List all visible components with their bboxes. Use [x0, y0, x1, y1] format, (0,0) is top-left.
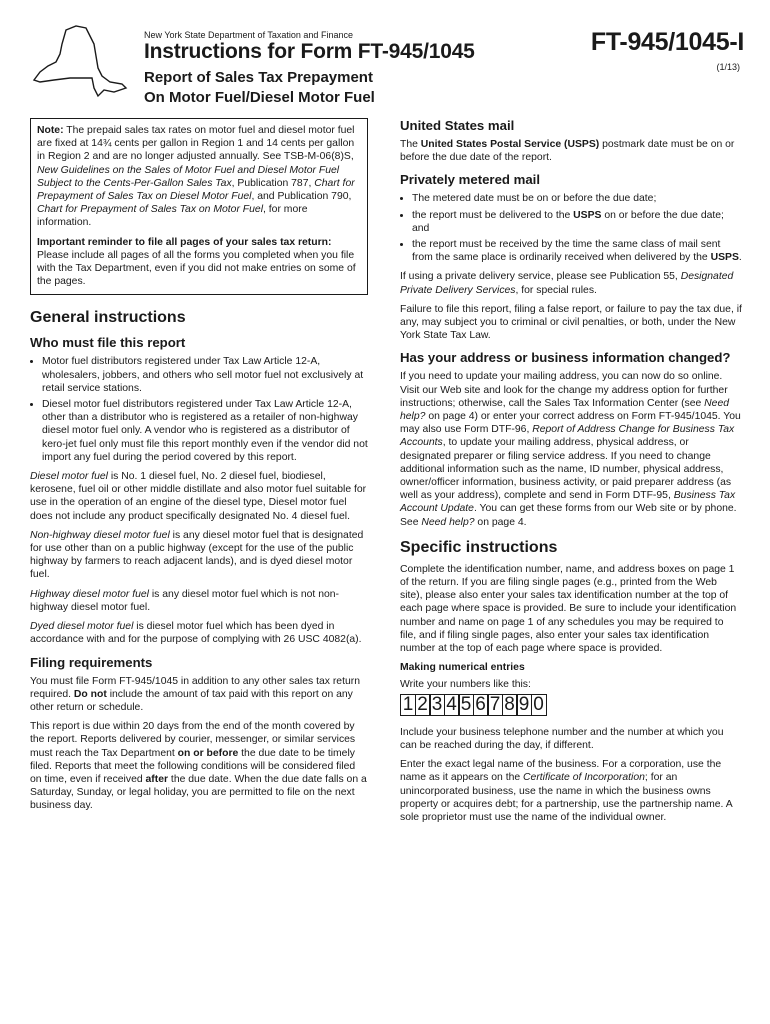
filing-emphasis: Do not [73, 688, 107, 700]
digit-box: 0 [531, 694, 547, 716]
note-paragraph [37, 124, 361, 230]
definition-diesel [30, 470, 368, 523]
private-delivery-paragraph [400, 270, 742, 296]
definition-highway [30, 588, 368, 614]
right-column [400, 118, 742, 830]
new-york-state-outline-icon [30, 22, 130, 102]
note-text: , and Publication 790, [251, 191, 352, 203]
list-item [412, 209, 742, 235]
need-help-ref: Need help? [421, 516, 475, 528]
us-mail-text: The [400, 139, 421, 150]
note-text: The prepaid sales tax rates on motor fuel and diesel motor fuel are fixed at 14¾ cents per gallon in Region 1 and 14 cents per gallon in Region 2 and are no longer adjusted annually. See TSB-M-06(8)S, [37, 125, 355, 163]
us-mail-heading: United States mail [400, 118, 515, 133]
definition-text: is any diesel motor fuel that is designated for use other than on a public highway (except for the use of the public highway by farmers to reach adjacent lands), and is dyed diesel motor fuel. [30, 529, 364, 581]
digit-box: 8 [502, 694, 518, 716]
revision-date: (1/13) [716, 62, 740, 72]
who-must-file-heading: Who must file this report [30, 335, 186, 351]
note-box [30, 118, 368, 295]
definition-non-highway [30, 529, 368, 582]
list-item: • Diesel motor fuel distributors registered under Tax Law Article 12-A, other than a distributor who is registered as a retailer of non-highway diesel motor fuel only. A vendor who is registered as a distributor of kero-jet fuel only must file this report monthly even if the vendor did not import any fuel during the period covered by this report. [42, 398, 368, 464]
page-subtitle [144, 68, 375, 108]
note-text: , Publication 787, [231, 177, 315, 189]
filing-emphasis: on or before [177, 747, 239, 759]
specific-instructions-heading: Specific instructions [400, 538, 558, 556]
filing-requirements-heading: Filing requirements [30, 654, 153, 670]
us-mail-text: postmark date must be on or before the due date of the report. [400, 139, 735, 164]
who-must-file-list [30, 355, 368, 464]
private-text: If using a private delivery service, please see Publication 55, [400, 271, 681, 283]
digit-box: 2 [415, 694, 431, 716]
usps-emphasis: USPS [710, 252, 739, 264]
usps-emphasis: United States Postal Service (USPS) [420, 139, 600, 150]
filing-text: This report is due within 20 days from the end of the month covered by the report. Reports delivered by courier, messenger, or similar services must reach the Tax Department [30, 721, 356, 759]
list-text: the report must be delivered to the [412, 209, 574, 221]
digit-box: 7 [487, 694, 503, 716]
subtitle-line-1: Report of Sales Tax Prepayment [144, 69, 373, 86]
note-ref-pub790: Chart for Prepayment of Sales Tax on Motor Fuel [37, 204, 264, 216]
digit-box: 3 [429, 694, 445, 716]
reminder-text: Please include all pages of all the forms you completed when you file with the Tax Department, even if you did not make entries on some of the pages. [37, 249, 356, 288]
definition-dyed [30, 620, 368, 646]
definition-text: is diesel motor fuel which has been dyed in accordance with and for the purpose of complying with 26 USC 4082(a). [30, 621, 362, 646]
definition-text: is No. 1 diesel fuel, No. 2 diesel fuel, biodiesel, kerosene, fuel oil or other middle distillate and also motor fuel suitable for use in the operation of an engine of the diesel type, Diesel motor fuel does not include any product specifically designated No. 4 diesel fuel. [30, 471, 367, 522]
private-text: , for special rules. [515, 284, 597, 296]
digit-samples [400, 694, 742, 716]
page-title: Instructions for Form FT-945/1045 [144, 40, 475, 63]
address-text: If you need to update your mailing address, you can now do so online. Visit our Web site and look for the change my address option for further instructions; otherwise, call the Sales Tax Information Center (see [400, 371, 728, 409]
definition-text: is any diesel motor fuel which is not non-highway diesel motor fuel. [30, 588, 339, 613]
address-change-heading: Has your address or business information changed? [400, 350, 731, 366]
filing-text: the due date. When the due date falls on a Saturday, Sunday, or legal holiday, you are permitted to file on the next business day. [30, 773, 367, 812]
failure-paragraph: Failure to file this report, filing a false report, or failure to pay the tax due, if any, may subject you to criminal or civil penalties, or both, under the New York State Tax Law. [400, 303, 742, 342]
address-text: . You can get these forms from our Web site or by phone. See [400, 503, 737, 528]
left-column [30, 118, 368, 819]
list-item: • The metered date must be on or before the due date; [412, 192, 742, 205]
digit-box: 6 [473, 694, 489, 716]
address-text: , to update your mailing address, physical address, or designated preparer or filing service address. If you need to change additional information such as the name, ID number, physical address, owner/officer information, business activity, or paid preparer address (as well as your address), complete and send in Form DTF-95, [400, 437, 732, 502]
address-text: on page 4. [474, 516, 527, 528]
definition-term: Non-highway diesel motor fuel [30, 529, 170, 541]
note-ref-tsb: New Guidelines on the Sales of Motor Fuel and Diesel Motor Fuel Subject to the Cents-Per-Gallon Sales Tax [37, 164, 340, 189]
list-text: the report must be received by the time the same class of mail sent from the same place is ordinarily received when delivered by the [412, 239, 721, 264]
dtf96-title: Report of Address Change for Business Tax Accounts [400, 424, 735, 449]
metered-mail-heading: Privately metered mail [400, 172, 541, 188]
digit-box: 1 [400, 694, 416, 716]
form-number: FT-945/1045-I [590, 28, 744, 56]
legal-name-paragraph [400, 758, 742, 824]
numerical-entries-text: Write your numbers like this: [400, 678, 531, 690]
address-change-paragraph [400, 370, 742, 528]
phone-paragraph: Include your business telephone number and the number at which you can be reached during the day, if different. [400, 726, 724, 751]
usps-emphasis: USPS [573, 209, 602, 221]
digit-box: 9 [516, 694, 532, 716]
filing-paragraph-1 [30, 675, 368, 715]
note-ref-pub787: Chart for Prepayment of Sales Tax on Diesel Motor Fuel [37, 177, 355, 203]
list-text: on or before the due date; and [412, 209, 724, 234]
subtitle-line-2: On Motor Fuel/Diesel Motor Fuel [144, 89, 375, 106]
filing-text: You must file Form FT-945/1045 in addition to any other sales tax return required. [30, 675, 360, 700]
certificate-title: Certificate of Incorporation [523, 772, 645, 784]
note-text: , for more information. [37, 204, 308, 229]
list-item [412, 238, 742, 264]
reminder-paragraph [37, 236, 361, 289]
legal-text: ; for an unincorporated business, use the name in which the business owns property or acquires debt; for a partnership, use the partnership name. A sole proprietor must use the name of the individual owner. [400, 772, 733, 823]
list-text: . [738, 252, 742, 264]
address-text: on page 4) or enter your correct address on Form FT-945/1045. You may also use Form DTF-96, [400, 411, 741, 436]
agency-name: New York State Department of Taxation and Finance [144, 30, 353, 40]
definition-term: Highway diesel motor fuel [30, 588, 149, 600]
filing-text: the due date to be timely filed. Reports that meet the following conditions will be considered filed on time, even if received [30, 747, 356, 785]
us-mail-paragraph [400, 138, 742, 164]
filing-paragraph-2 [30, 720, 368, 812]
general-instructions-heading: General instructions [30, 309, 186, 327]
list-item: • Motor fuel distributors registered under Tax Law Article 12-A, wholesalers, jobbers, and others who sell motor fuel not exclusively at retail service stations. [42, 355, 368, 395]
filing-text: include the amount of tax paid with this report on any other return or schedule. [30, 688, 353, 713]
pub55-title: Designated Private Delivery Services [400, 271, 734, 296]
definition-term: Diesel motor fuel [30, 471, 108, 483]
legal-text: Enter the exact legal name of the business. For a corporation, use the name as it appears on the [400, 759, 722, 784]
need-help-ref: Need help? [400, 397, 730, 423]
dtf95-title: Business Tax Account Update [400, 490, 736, 515]
definition-term: Dyed diesel motor fuel [30, 621, 134, 633]
reminder-label: Important reminder to file all pages of your sales tax return: [37, 236, 332, 248]
note-label: Note: [37, 125, 64, 136]
digit-box: 5 [458, 694, 474, 716]
metered-mail-list [400, 192, 742, 264]
digit-box: 4 [444, 694, 460, 716]
numerical-entries-heading: Making numerical entries [400, 662, 525, 674]
filing-emphasis: after [145, 773, 169, 785]
specific-paragraph: Complete the identification number, name, and address boxes on page 1 of the return. If you are filing single pages (e.g., printed from the Web site), please also enter your sales tax identification number at the top of each page where space is provided. Be sure to include your identification number and name on page 1 of any schedules you may be required to file, and if filing single pages, also enter your sales tax identification number at the top of each page where space is provided. [400, 563, 737, 655]
